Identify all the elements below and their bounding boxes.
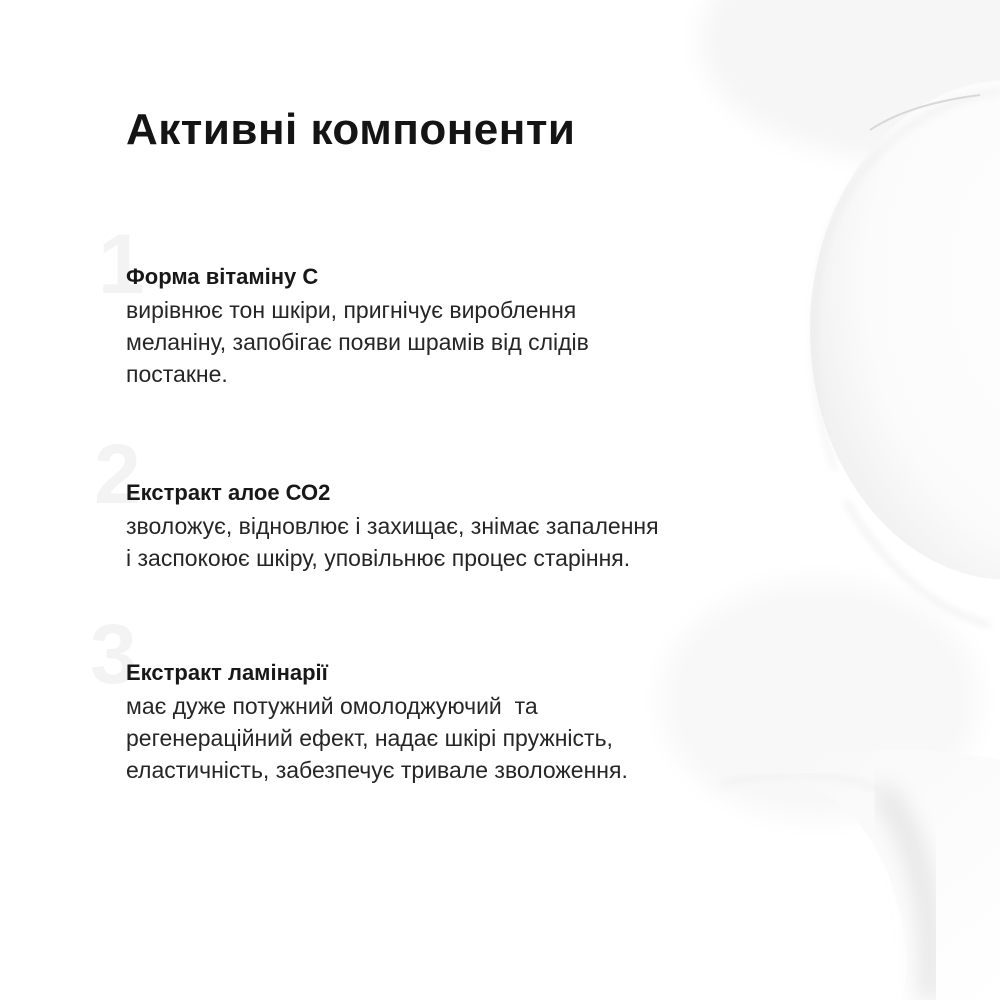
component-item-vitamin-c	[126, 262, 806, 390]
description-line: і заспокоює шкіру, уповільнює процес старіння.	[126, 545, 631, 571]
item-number-3: 3	[90, 607, 137, 701]
component-title: Форма вітаміну С	[126, 264, 319, 289]
item-number-2: 2	[94, 427, 141, 521]
page-title: Активні компоненти	[126, 105, 576, 154]
component-title: Екстракт алое СО2	[126, 480, 331, 505]
component-item-kelp-extract	[126, 658, 806, 786]
component-description	[126, 690, 806, 786]
description-line: вирівнює тон шкіри, пригнічує вироблення	[126, 297, 577, 323]
description-line: регенераційний ефект, надає шкірі пружність,	[126, 725, 613, 751]
description-line: еластичність, забезпечує тривале зволоження.	[126, 757, 628, 783]
description-line: має дуже потужний омолоджуючий та	[126, 693, 538, 719]
description-line: меланіну, запобігає появи шрамів від слідів	[126, 329, 589, 355]
item-number-1: 1	[98, 217, 145, 311]
component-title: Екстракт ламінарії	[126, 660, 328, 685]
description-line: зволожує, відновлює і захищає, знімає запалення	[126, 513, 659, 539]
description-line: постакне.	[126, 361, 228, 387]
component-description	[126, 294, 806, 390]
component-description	[126, 510, 806, 574]
component-item-aloe-extract	[126, 478, 806, 574]
